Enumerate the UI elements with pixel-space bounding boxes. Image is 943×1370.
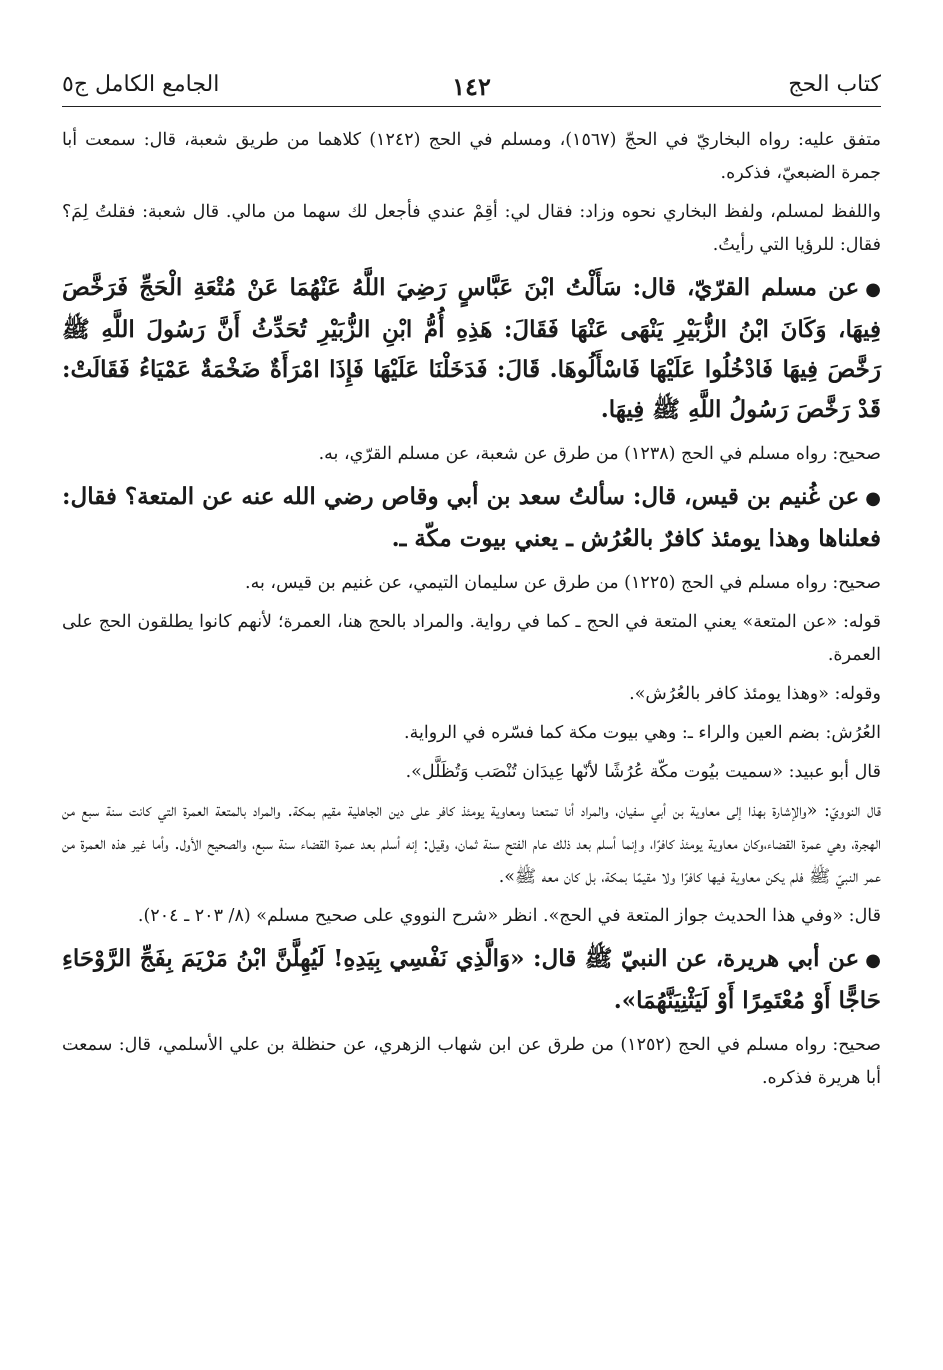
commentary-paragraph: قال: «وفي هذا الحديث جواز المتعة في الحج». انظر «شرح النووي على صحيح مسلم» (٨/ ٢٠٣ ـ ٢٠٤). <box>137 906 881 926</box>
page-number: ١٤٢ <box>452 72 491 101</box>
takhrij-note: صحيح: رواه مسلم في الحج (١٢٢٥) من طرق عن سليمان التيمي، عن غنيم بن قيس، به. <box>245 573 881 593</box>
hadith-text <box>62 939 881 1021</box>
commentary-paragraph: قال أبو عبيد: «سميت بيُوت مكّة عُرُشًا لأنّها عِيدَان تُنْصَب وَتُظَلَّل». <box>405 762 881 782</box>
hadith-body: عن أبي هريرة، عن النبيّ ﷺ قال: «وَالَّذِي نَفْسِي بِيَدِهِ! لَيُهِلَّنَّ ابْنُ مَرْيَمَ بِفَجِّ الرَّوْحَاءِ حَاجًّا أَوْ مُعْتَمِرًا أَوْ لَيَثْنِيَنَّهُمَا». <box>62 945 881 1014</box>
header-chapter-title: كتاب الحج <box>788 72 881 97</box>
bullet-icon: ● <box>865 488 881 509</box>
hadith-body: عن مسلم القرّيّ، قال: سَأَلْتُ ابْنَ عَبَّاسٍ رَضِيَ اللَّهُ عَنْهُمَا عَنْ مُتْعَةِ الْحَجِّ فَرَخَّصَ فِيهَا، وَكَانَ ابْنُ الزُّبَيْرِ يَنْهَى عَنْهَا فَقَالَ: هَذِهِ أُمُّ ابْنِ الزُّبَيْرِ تُحَدِّثُ أَنَّ رَسُولَ اللَّهِ ﷺ رَخَّصَ فِيهَا فَادْخُلُوا عَلَيْهَا فَاسْأَلُوهَا. قَالَ: فَدَخَلْنَا عَلَيْهَا فَإِذَا امْرَأَةٌ ضَخْمَةٌ عَمْيَاءُ فَقَالَتْ: قَدْ رَخَّصَ رَسُولُ اللَّهِ ﷺ فِيهَا. <box>62 274 881 423</box>
bullet-icon: ● <box>865 950 881 971</box>
bullet-icon: ● <box>865 279 881 300</box>
takhrij-note: صحيح: رواه مسلم في الحج (١٢٥٢) من طرق عن ابن شهاب الزهري، عن حنظلة بن علي الأسلمي، قال: سمعت أبا هريرة فذكره. <box>62 1035 881 1088</box>
commentary-paragraph: وقوله: «وهذا يومئذ كافر بالعُرُش». <box>629 684 881 704</box>
page-header <box>62 70 881 107</box>
commentary-paragraph: قال النوويّ: «والإشارة بهذا إلى معاوية بن أبي سفيان، والمراد أنا تمتعنا ومعاوية يومئذ كافر على دين الجاهلية مقيم بمكة. والمراد بالمتعة العمرة التي كانت سنة سبع من الهجرة، وهي عمرة القضاء،وكان معاوية يومئذ كافرًا، وإنما أسلم بعد ذلك عام الفتح سنة ثمان، وقيل: إنه أسلم بعد عمرة القضاء سنة سبع، والصحيح الأول. وأما غير هذه العمرة من عمر النبيّ ﷺ فلم يكن معاوية فيها كافرًا ولا مقيمًا بمكة، بل كان معه ﷺ». <box>62 801 881 887</box>
hadith-text <box>62 268 881 430</box>
hadith-body: عن غُنيم بن قيس، قال: سألتُ سعد بن أبي وقاص رضي الله عنه عن المتعة؟ فقال: فعلناها وهذا يومئذ كافرٌ بالعُرُش ـ يعني بيوت مكّة ـ. <box>62 483 881 552</box>
hadith-text <box>62 477 881 559</box>
commentary-paragraph: واللفظ لمسلم، ولفظ البخاري نحوه وزاد: فقال لي: أقِمْ عندي فأجعل لك سهما من مالي. قال شعبة: فقلتُ لِمَ؟ فقال: للرؤيا التي رأيتُ. <box>62 202 881 255</box>
header-book-title: الجامع الكامل ج٥ <box>62 72 220 97</box>
page-content <box>62 124 881 1101</box>
commentary-paragraph: العُرُش: بضم العين والراء ـ: وهي بيوت مكة كما فسّره في الرواية. <box>404 723 881 743</box>
commentary-paragraph: قوله: «عن المتعة» يعني المتعة في الحج ـ كما في رواية. والمراد بالحج هنا، العمرة؛ لأنهم كانوا يطلقون الحج على العمرة. <box>62 612 881 665</box>
takhrij-note: متفق عليه: رواه البخاريّ في الحجّ (١٥٦٧)، ومسلم في الحج (١٢٤٢) كلاهما من طريق شعبة، قال: سمعت أبا جمرة الضبعيّ، فذكره. <box>62 130 881 183</box>
takhrij-note: صحيح: رواه مسلم في الحج (١٢٣٨) من طرق عن شعبة، عن مسلم القرّي، به. <box>318 444 881 464</box>
